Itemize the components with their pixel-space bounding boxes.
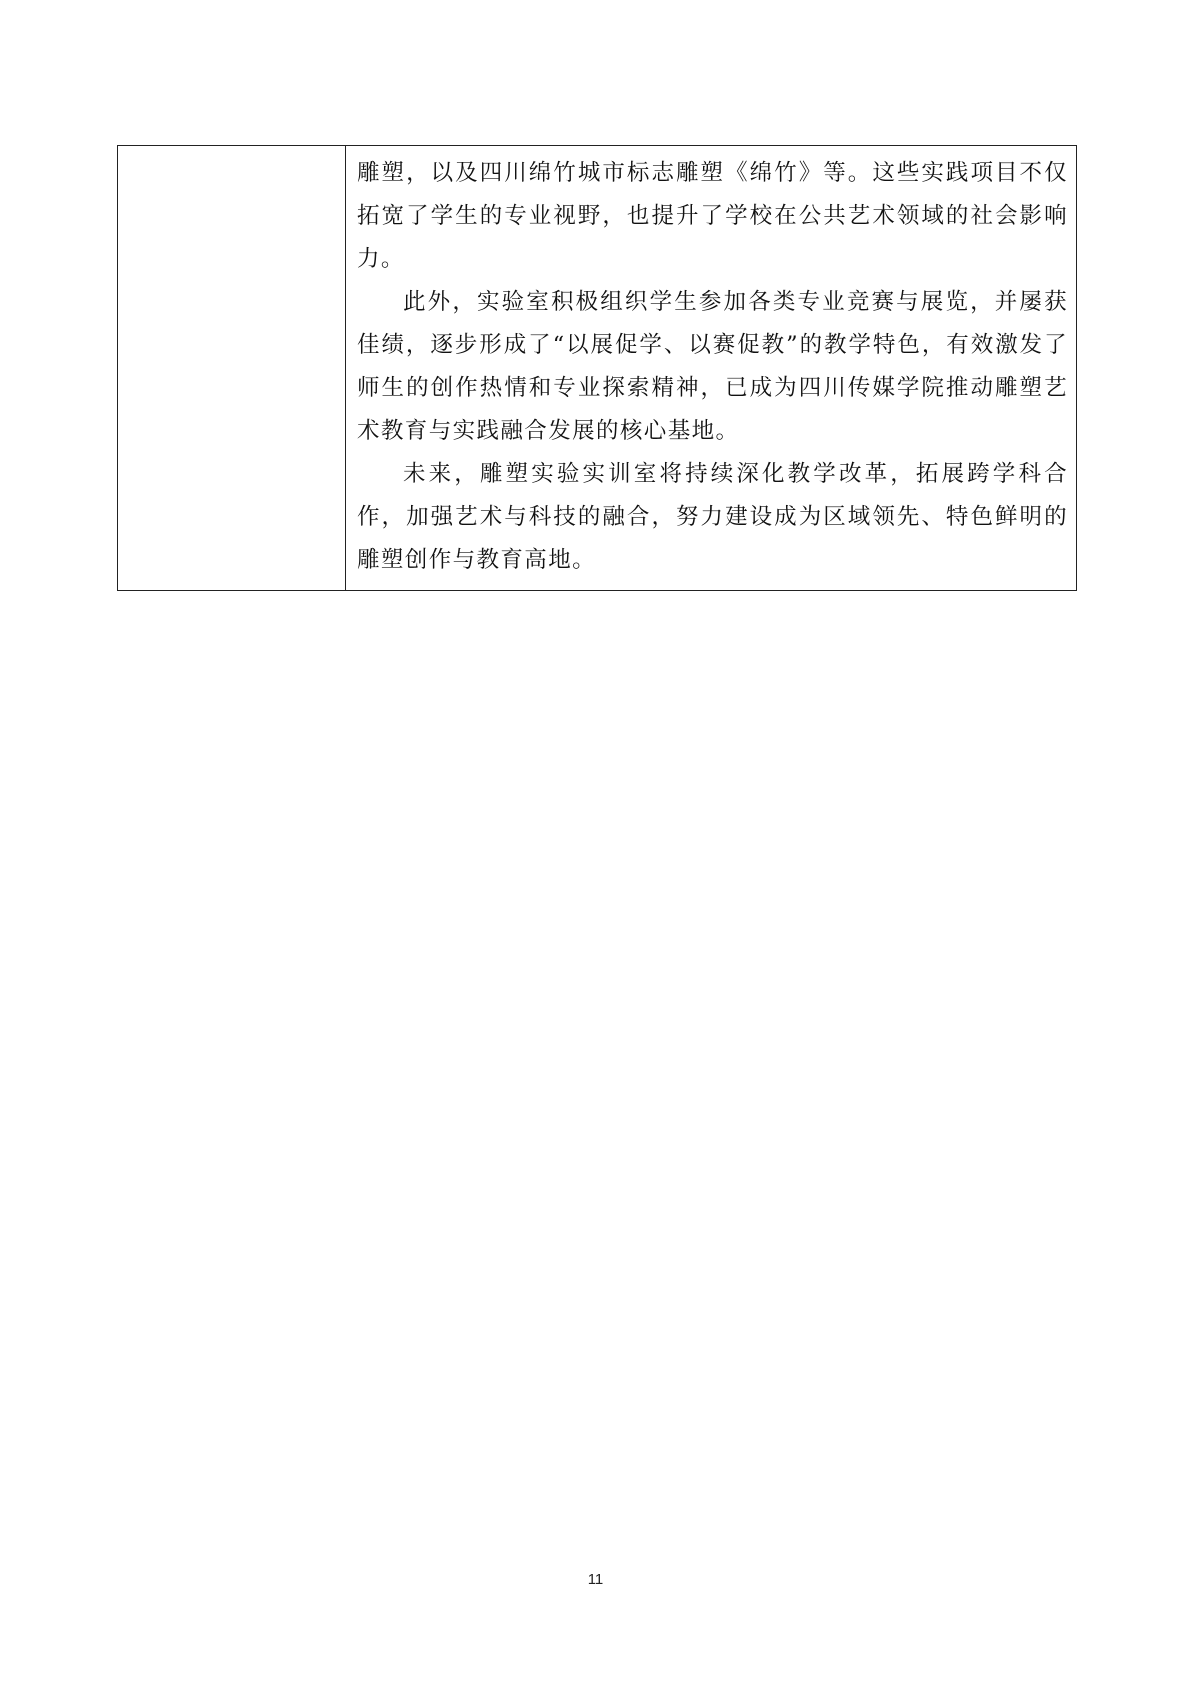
paragraph-competitions: 此外，实验室积极组织学生参加各类专业竞赛与展览，并屡获佳绩，逐步形成了“以展促学、以赛促教”的教学特色，有效激发了师生的创作热情和专业探索精神，已成为四川传媒学院推动雕塑艺术教育与实践融合发展的核心基地。: [357, 289, 1068, 444]
content-table: [117, 145, 1077, 591]
page-number: 11: [587, 1571, 604, 1588]
paragraph-future: 未来，雕塑实验实训室将持续深化教学改革，拓展跨学科合作，加强艺术与科技的融合，努力建设成为区域领先、特色鲜明的雕塑创作与教育高地。: [357, 461, 1068, 573]
paragraph-continuation: 雕塑，以及四川绵竹城市标志雕塑《绵竹》等。这些实践项目不仅拓宽了学生的专业视野，也提升了学校在公共艺术领域的社会影响力。: [357, 160, 1068, 272]
table-left-cell: [118, 146, 346, 591]
table-row: [118, 146, 1077, 591]
table-right-cell: [346, 146, 1077, 591]
